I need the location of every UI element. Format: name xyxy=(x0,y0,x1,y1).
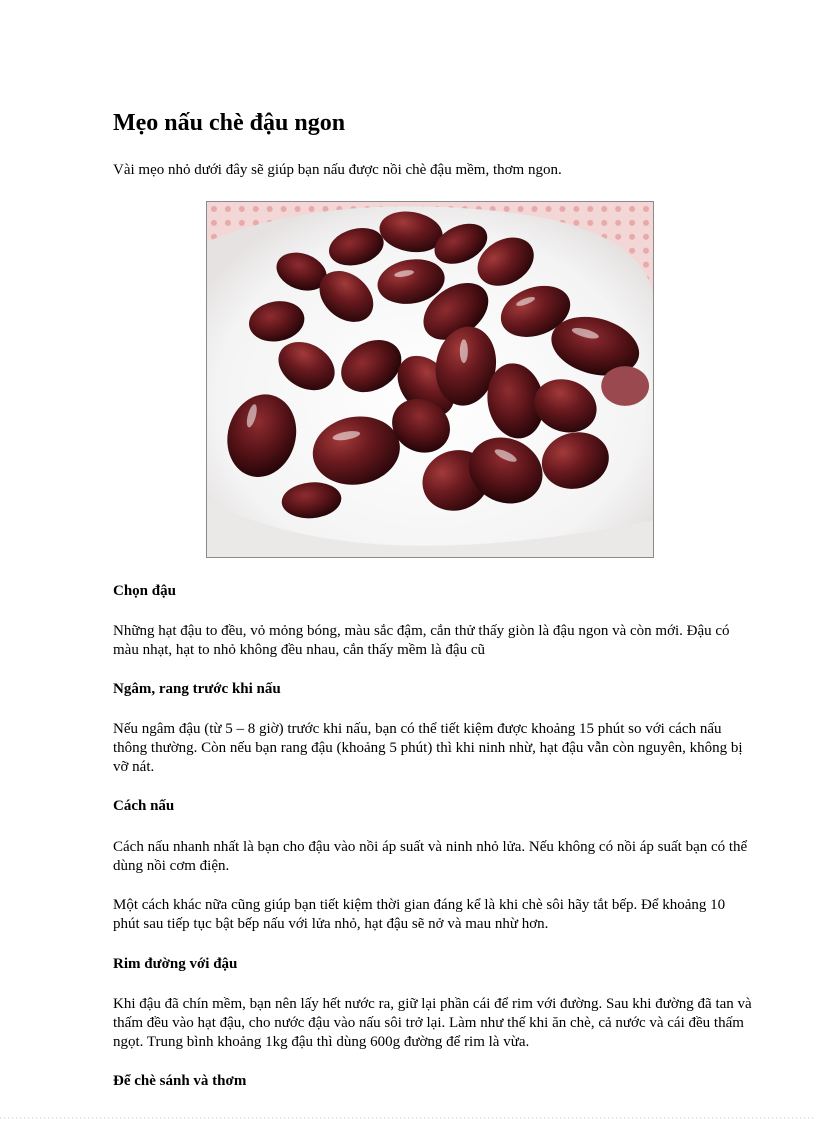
section-heading-cach-nau: Cách nấu xyxy=(113,798,175,814)
article-intro: Vài mẹo nhỏ dưới đây sẽ giúp bạn nấu được nồi chè đậu mềm, thơm ngon. xyxy=(113,162,562,178)
section-heading-rim-duong: Rim đường với đậu xyxy=(113,956,238,972)
section-paragraph: Nếu ngâm đậu (từ 5 – 8 giờ) trước khi nấu, bạn có thể tiết kiệm được khoảng 15 phút so với cách nấu thông thường. Còn nếu bạn rang đậu (khoảng 5 phút) thì khi ninh nhừ, hạt đậu vẫn còn nguyên, không bị vỡ nát. xyxy=(113,721,743,775)
section-paragraph: Cách nấu nhanh nhất là bạn cho đậu vào nồi áp suất và ninh nhỏ lửa. Nếu không có nồi áp suất bạn có thể dùng nồi cơm điện. xyxy=(113,839,748,874)
section-paragraph: Khi đậu đã chín mềm, bạn nên lấy hết nước ra, giữ lại phần cái để rim với đường. Sau khi đường đã tan và thấm đều vào hạt đậu, cho nước đậu vào nấu sôi trở lại. Làm như thế khi ăn chè, cả nước và cái đều thấm ngọt. Trung bình khoảng 1kg đậu thì dùng 600g đường để rim là vừa. xyxy=(113,996,752,1050)
red-beans-image xyxy=(207,202,653,557)
page-bottom-border xyxy=(0,1117,816,1119)
section-heading-ngam-rang: Ngâm, rang trước khi nấu xyxy=(113,681,281,697)
section-heading-chon-dau: Chọn đậu xyxy=(113,583,176,599)
article-title: Mẹo nấu chè đậu ngon xyxy=(113,110,346,136)
section-heading-che-sanh: Để chè sánh và thơm xyxy=(113,1073,247,1089)
section-paragraph: Một cách khác nữa cũng giúp bạn tiết kiệm thời gian đáng kể là khi chè sôi hãy tắt bếp. Để khoảng 10 phút sau tiếp tục bật bếp nấu với lửa nhỏ, hạt đậu sẽ nở và mau nhừ hơn. xyxy=(113,897,726,932)
section-paragraph: Những hạt đậu to đều, vỏ mỏng bóng, màu sắc đậm, cắn thử thấy giòn là đậu ngon và còn mới. Đậu có màu nhạt, hạt to nhỏ không đều nhau, cắn thấy mềm là đậu cũ xyxy=(113,623,730,658)
beans-photo xyxy=(206,201,654,558)
